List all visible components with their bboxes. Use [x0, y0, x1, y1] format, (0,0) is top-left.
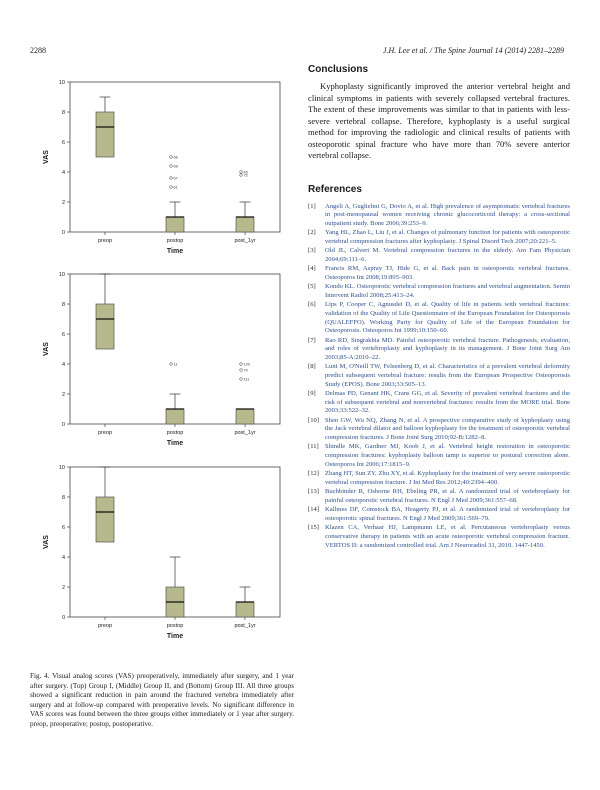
box-postop: [166, 202, 184, 232]
reference-number: [7]: [308, 336, 316, 344]
reference-text[interactable]: Yang HL, Zhao L, Liu J, et al. Changes of pulmonary function for patients with osteoporotic vertebral compression fractures after kyphoplasty. J Spinal Disord Tech 2007;20:221–5.: [325, 229, 570, 245]
box-preop: [96, 467, 114, 542]
references-heading: References: [308, 183, 362, 195]
reference-text[interactable]: Buchbinder R, Osborne RH, Ebeling PR, et al. A randomized trial of vertebroplasty for painful osteoporotic vertebral fractures. N Engl J Med 2009;361:557–68.: [325, 488, 570, 504]
reference-number: [10]: [308, 416, 319, 424]
reference-item[interactable]: [308, 301, 570, 336]
y-tick-label: 8: [61, 495, 65, 501]
box-iqr: [96, 497, 114, 542]
outlier-label: 66: [173, 155, 178, 160]
box-preop: [96, 97, 114, 157]
outlier-point: [240, 363, 243, 366]
box-postop: [166, 557, 184, 617]
x-tick-label: post_1yr: [234, 623, 256, 629]
reference-number: [13]: [308, 488, 319, 496]
x-axis-label: Time: [166, 440, 184, 447]
reference-item[interactable]: [308, 417, 570, 443]
reference-text[interactable]: Angeli A, Guglielmi G, Dovio A, et al. High prevalence of asymptomatic vertebral fractures in post-menopausal women receiving chronic glucocorticoid therapy: a cross-sectional outpatient study. Bone 2006;39:253–9.: [325, 202, 570, 227]
x-axis-label: Time: [166, 633, 184, 640]
reference-item[interactable]: [308, 265, 570, 282]
outlier-point: [240, 378, 243, 381]
x-tick-label: postop: [166, 623, 184, 629]
outlier-label: 11: [173, 362, 178, 367]
y-tick-label: 6: [61, 140, 65, 146]
box-iqr: [166, 409, 184, 424]
right-column: [308, 64, 570, 551]
reference-text[interactable]: Rao RD, Singrakhia MD. Painful osteoporotic vertebral fracture. Pathogenesis, evaluation, and roles of vertebroplasty and kyphoplasty in its management. J Bone Joint Surg Am 2003;85-A:2010–22.: [325, 336, 570, 362]
reference-number: [4]: [308, 265, 316, 273]
boxplot-group-3-svg: [30, 455, 292, 645]
y-tick-label: 0: [61, 615, 65, 621]
reference-item[interactable]: [308, 229, 570, 246]
y-tick-label: 10: [58, 465, 65, 471]
boxplot-group-1: [30, 70, 292, 260]
box-iqr: [166, 217, 184, 232]
outlier-label: 45: [243, 170, 248, 175]
y-tick-label: 8: [61, 110, 65, 116]
y-tick-label: 10: [58, 80, 65, 86]
outlier-point: [170, 156, 173, 159]
reference-item[interactable]: [308, 524, 570, 550]
reference-text[interactable]: Shindle MK, Gardner MJ, Koob J, et al. Vertebral height restoration in osteoporotic compression fractures: kyphoplasty balloon tamp is superior to postural correction alone. Osteoporos Int 2006;17:1815–9.: [325, 443, 570, 468]
box-iqr: [236, 602, 254, 617]
reference-number: [1]: [308, 202, 316, 210]
reference-text[interactable]: Kondo KL. Osteoporotic vertebral compression fractures and vertebral augmentation. Semin Intervent Radiol 2008;25:413–24.: [325, 283, 570, 299]
y-tick-label: 2: [61, 585, 65, 591]
box-iqr: [236, 217, 254, 232]
reference-number: [9]: [308, 390, 316, 398]
conclusions-paragraph: Kyphoplasty significantly improved the anterior vertebral height and clinical symptoms in patients with severely collapsed vertebral fractures. The extent of these improvements was similar to that in patients with less-severe vertebral collapse. Therefore, kyphoplasty is a useful surgical method for improving the radiologic and clinical results of patients with osteoporotic spinal fracture who have more than 70% severe anterior vertebral collapse.: [308, 81, 570, 160]
reference-number: [15]: [308, 524, 319, 532]
reference-number: [6]: [308, 301, 316, 309]
x-tick-label: postop: [166, 238, 184, 244]
x-axis-label: Time: [166, 248, 184, 255]
reference-item[interactable]: [308, 247, 570, 264]
y-tick-label: 8: [61, 302, 65, 308]
y-tick-label: 4: [61, 555, 65, 561]
y-tick-label: 6: [61, 525, 65, 531]
outlier-label: 111: [243, 377, 250, 382]
outlier-label: 70: [243, 368, 248, 373]
reference-text[interactable]: Old JL, Calvert M. Vertebral compression fractures in the elderly. Am Fam Physician 2004;69:111–6.: [325, 247, 570, 263]
box-post_1yr: [236, 409, 254, 424]
reference-item[interactable]: [308, 470, 570, 487]
box-preop: [96, 274, 114, 349]
reference-number: [2]: [308, 229, 316, 237]
outlier-label: 67: [173, 176, 178, 181]
reference-text[interactable]: Lips P, Cooper C, Agnusdei D, et al. Quality of life in patients with vertebral fractures: validation of the Quality of Life Questionnaire of the European Foundation for Osteoporosis (QUALEFFO). Working Party for Quality of Life of the European Foundation for Osteoporosis. Osteoporos Int 1999;10:150–60.: [325, 301, 570, 335]
outlier-label: 69: [173, 164, 178, 169]
reference-item[interactable]: [308, 283, 570, 300]
reference-text[interactable]: Shen GW, Wu NQ, Zhang N, et al. A prospective comparative study of kyphoplasty using the Jack vertebral dilator and balloon kyphoplasty for the treatment of osteoporotic vertebral compression fractures. J Bone Joint Surg 2010;92-B:1282–8.: [325, 416, 570, 442]
reference-number: [14]: [308, 506, 319, 514]
box-postop: [166, 394, 184, 424]
y-tick-label: 4: [61, 362, 65, 368]
y-tick-label: 10: [58, 272, 65, 278]
running-title: J.H. Lee et al. / The Spine Journal 14 (2014) 2281–2289: [382, 46, 564, 55]
y-tick-label: 6: [61, 332, 65, 338]
y-axis-label: VAS: [43, 535, 50, 549]
reference-item[interactable]: [308, 203, 570, 229]
reference-item[interactable]: [308, 363, 570, 389]
x-tick-label: postop: [166, 430, 184, 436]
outlier-point: [170, 165, 173, 168]
reference-text[interactable]: Zhang HT, Sun ZY, Zhu XY, et al. Kyphoplasty for the treatment of very severe osteoporotic vertebral compression fracture. J Int Med Res 2012;40:2394–400.: [325, 470, 570, 486]
reference-item[interactable]: [308, 443, 570, 469]
reference-number: [5]: [308, 283, 316, 291]
reference-text[interactable]: Lunt M, O'Neill TW, Felsenberg D, et al. Characteristics of a prevalent vertebral deformity predict subsequent vertebral fracture: results from the European Prospective Osteoporosis Study (EPOS). Bone 2003;33:505–13.: [325, 363, 570, 388]
x-tick-label: preop: [97, 238, 113, 244]
boxplot-group-3: [30, 455, 292, 645]
x-tick-label: post_1yr: [234, 430, 256, 436]
outlier-point: [240, 369, 243, 372]
reference-text[interactable]: Kallmes DF, Comstock BA, Heagerty PJ, et al. A randomized trial of vertebroplasty for osteoporotic spinal fractures. N Engl J Med 2009;361:569–79.: [325, 506, 570, 522]
conclusions-heading: Conclusions: [308, 64, 369, 75]
boxplot-group-2: [30, 262, 292, 452]
y-tick-label: 2: [61, 200, 65, 206]
reference-item[interactable]: [308, 488, 570, 505]
box-post_1yr: [236, 202, 254, 232]
outlier-point: [170, 363, 173, 366]
y-tick-label: 0: [61, 230, 65, 236]
outlier-point: [240, 171, 243, 174]
reference-number: [8]: [308, 363, 316, 371]
outlier-point: [170, 177, 173, 180]
reference-text[interactable]: Francis RM, Aspray TJ, Hide G, et al. Back pain in osteoporotic vertebral fractures. Osteoporos Int 2008;19:895–903.: [325, 265, 570, 281]
box-iqr: [96, 112, 114, 157]
reference-item[interactable]: [308, 506, 570, 523]
x-tick-label: preop: [97, 623, 113, 629]
outlier-label: 72: [243, 173, 248, 178]
reference-text[interactable]: Klazen CA, Verhaar HJ, Lampmann LE, et al. Percutaneous vertebroplasty versus conservative therapy in patients with an acute osteoporotic vertebral compression fracture. VERTOS II: a randomized controlled trial. Am J Neuroradiol 31, 2010. 1447-1450.: [325, 524, 570, 549]
y-tick-label: 4: [61, 170, 65, 176]
reference-number: [3]: [308, 247, 316, 255]
y-axis-label: VAS: [43, 342, 50, 356]
x-tick-label: post_1yr: [234, 238, 256, 244]
y-axis-label: VAS: [43, 150, 50, 164]
box-iqr: [96, 304, 114, 349]
outlier-label: 120: [243, 362, 250, 367]
outlier-point: [170, 186, 173, 189]
box-post_1yr: [236, 587, 254, 617]
page-number: 2288: [30, 46, 46, 55]
reference-number: [12]: [308, 470, 319, 478]
boxplot-group-2-svg: [30, 262, 292, 452]
y-tick-label: 0: [61, 422, 65, 428]
reference-text[interactable]: Delmas PD, Genant HK, Crans GG, et al. Severity of prevalent vertebral fractures and the risk of subsequent vertebral and nonvertebral fractures: results from the MORE trial. Bone 2003;33:522–32.: [325, 390, 570, 415]
reference-list: [308, 203, 570, 551]
x-tick-label: preop: [97, 430, 113, 436]
box-iqr: [236, 409, 254, 424]
reference-item[interactable]: [308, 390, 570, 416]
running-header: [30, 46, 570, 58]
boxplot-group-1-svg: [30, 70, 292, 260]
reference-item[interactable]: [308, 337, 570, 363]
y-tick-label: 2: [61, 392, 65, 398]
reference-number: [11]: [308, 443, 319, 451]
outlier-label: 61: [173, 185, 178, 190]
figure-caption: Fig. 4. Visual analog scores (VAS) preoperatively, immediately after surgery, and 1 year after surgery. (Top) Group I, (Middle) Group II, and (Bottom) Group III. All three groups showed a significant reduction in pain around the fractured vertebra immediately after surgery and at follow-up compared with preoperative levels. No significant difference in VAS scores was found between the three groups either immediately or 1 year after surgery. preop, preoperative; postop, postoperative.: [30, 672, 294, 728]
outlier-point: [240, 174, 243, 177]
